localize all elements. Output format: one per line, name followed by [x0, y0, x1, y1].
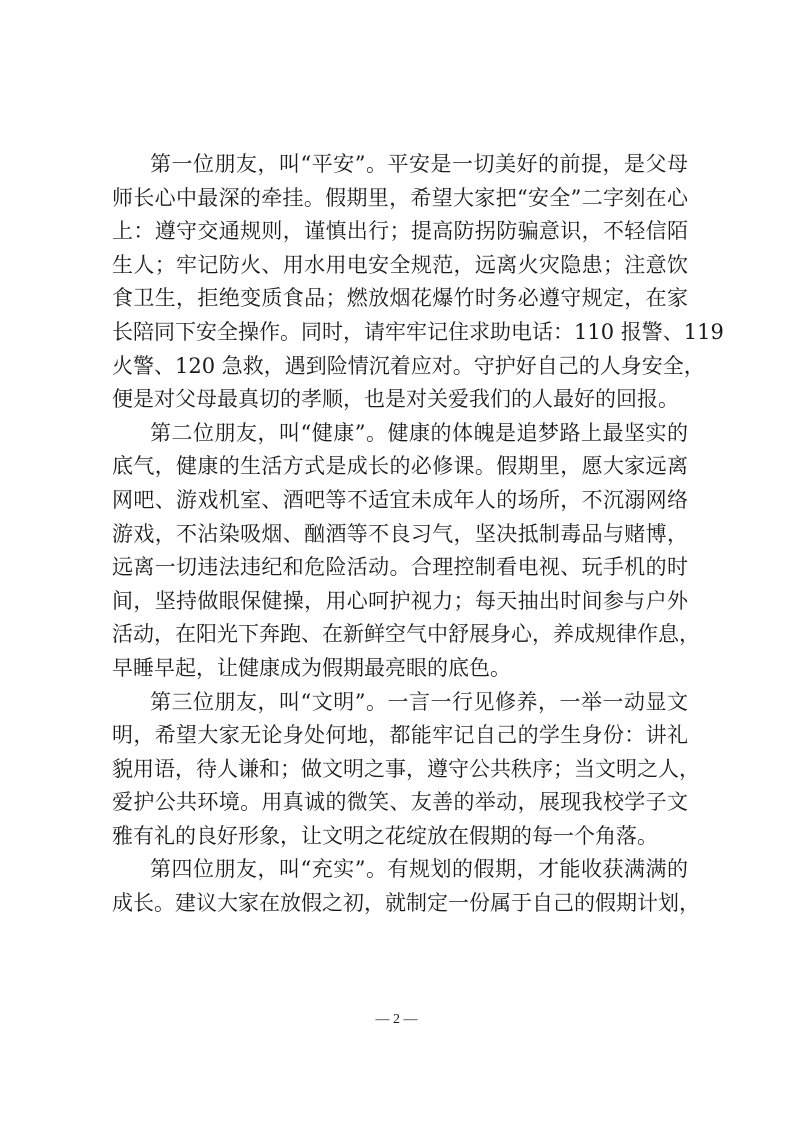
text-line: 第三位朋友，叫“文明”。一言一行见修养，一举一动显文	[150, 689, 688, 714]
paragraph-jian-kang	[112, 417, 700, 686]
text-line: 生人；牢记防火、用水用电安全规范，远离火灾隐患；注意饮	[112, 252, 688, 277]
text-line: 间，坚持做眼保健操，用心呵护视力；每天抽出时间参与户外	[112, 588, 688, 613]
text-line: 火警、120 急救，遇到险情沉着应对。守护好自己的人身安全，	[112, 353, 705, 378]
body-text	[112, 148, 724, 921]
text-line: 成长。建议大家在放假之初，就制定一份属于自己的假期计划，	[112, 891, 700, 916]
text-line: 游戏，不沾染吸烟、酗酒等不良习气，坚决抵制毒品与赌博，	[112, 521, 688, 546]
page-number: — 2 —	[375, 1012, 418, 1027]
text-line: 貌用语，待人谦和；做文明之事，遵守公共秩序；当文明之人，	[112, 756, 700, 781]
text-line: 上：遵守交通规则，谨慎出行；提高防拐防骗意识，不轻信陌	[112, 219, 688, 244]
text-line: 爱护公共环境。用真诚的微笑、友善的举动，展现我校学子文	[112, 790, 688, 815]
text-line: 第四位朋友，叫“充实”。有规划的假期，才能收获满满的	[150, 857, 688, 882]
text-line: 第二位朋友，叫“健康”。健康的体魄是追梦路上最坚实的	[150, 420, 688, 445]
text-line: 明，希望大家无论身处何地，都能牢记自己的学生身份：讲礼	[112, 723, 688, 748]
text-line: 第一位朋友，叫“平安”。平安是一切美好的前提，是父母	[150, 152, 688, 176]
text-line: 远离一切违法违纪和危险活动。合理控制看电视、玩手机的时	[112, 555, 688, 580]
paragraph-wen-ming	[112, 686, 700, 854]
text-line: 网吧、游戏机室、酒吧等不适宜未成年人的场所，不沉溺网络	[112, 487, 688, 512]
text-line: 活动，在阳光下奔跑、在新鲜空气中舒展身心，养成规律作息，	[112, 622, 700, 647]
paragraph-chong-shi	[112, 853, 700, 920]
text-line: 师长心中最深的牵挂。假期里，希望大家把“安全”二字刻在心	[112, 185, 688, 210]
text-line: 早睡早起，让健康成为假期最亮眼的底色。	[112, 655, 511, 680]
text-line: 便是对父母最真切的孝顺，也是对关爱我们的人最好的回报。	[112, 387, 679, 412]
text-line: 食卫生，拒绝变质食品；燃放烟花爆竹时务必遵守规定，在家	[112, 286, 688, 311]
text-line: 底气，健康的生活方式是成长的必修课。假期里，愿大家远离	[112, 454, 688, 479]
text-line: 长陪同下安全操作。同时，请牢牢记住求助电话：110 报警、119	[112, 319, 724, 344]
text-line: 雅有礼的良好形象，让文明之花绽放在假期的每一个角落。	[112, 823, 658, 848]
paragraph-ping-an	[112, 148, 724, 417]
